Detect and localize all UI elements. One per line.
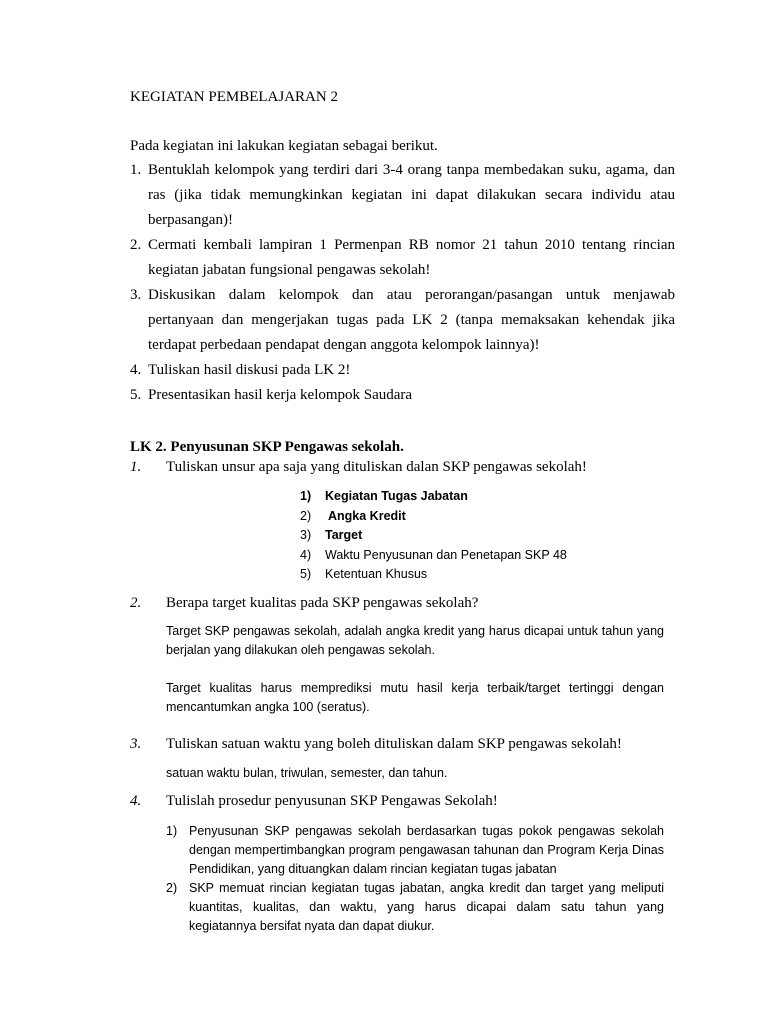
answer-4-list	[166, 822, 664, 936]
document-page: KEGIATAN PEMBELAJARAN 2 Pada kegiatan ini lakukan kegiatan sebagai berikut. 1. Bentuklah kelompok yang terdiri dari 3-4 orang tanpa membedakan suku, agama, dan ras (jika tidak memungkinkan kegiatan ini dapat dilakukan secara individu atau berpasangan)! 2. Cermati kembali lampiran 1 Permenpan RB nomor 21 tahun 2010 tentang rincian kegiatan jabatan fungsional pengawas sekolah! 3. Diskusikan dalam kelompok dan atau perorangan/pasangan untuk menjawab pertanyaan dan mengerjakan tugas pada LK 2 (tanpa memaksakan kehendak jika terdapat perbedaan pendapat dengan anggota kelompok lainnya)! 4. Tuliskan hasil diskusi pada LK 2! 5. Presentasikan hasil kerja kelompok Saudara LK 2. Penyusunan SKP Pengawas sekolah. 1. Tuliskan unsur apa saja yang dituliskan dalan SKP pengawas sekolah! 1) Kegiatan Tugas Jabatan 2) Angka Kredit 3) Target 4) Waktu Penyusunan dan Penetapan SKP 48 5) Ketentuan Khusus 2. Berapa target kualitas pada SKP pengawas sekolah? Target SKP pengawas sekolah, adalah angka kredit yang harus dicapai untuk tahun yang berjalan yang dilakukan oleh pengawas sekolah. Target kualitas harus memprediksi mutu hasil kerja terbaik/target tertinggi dengan mencantumkan angka 100 (seratus). 3. Tuliskan satuan waktu yang boleh dituliskan dalam SKP pengawas sekolah! satuan waktu bulan, triwulan, semester, dan tahun. 4. Tulislah prosedur penyusunan SKP Pengawas Sekolah! 1) Penyusunan SKP pengawas sekolah berdasarkan tugas pokok pengawas sekolah dengan mempertimbangkan program pengawasan tahunan dan Program Kerja Dinas Pendidikan, yang dituangkan dalam rincian kegiatan tugas jabatan 2) SKP memuat rincian kegiatan tugas jabatan, angka kredit dan target yang meliputi kuantitas, kualitas, dan waktu, yang harus dicapai dalam satu tahun yang kegiatannya bersifat nyata dan dapat diukur.	[0, 0, 768, 1024]
list-item: 5) Ketentuan Khusus	[300, 567, 428, 581]
answer-2-paragraph-1: Target SKP pengawas sekolah, adalah angka kredit yang harus dicapai untuk tahun yang berjalan yang dilakukan oleh pengawas sekolah.	[166, 624, 664, 657]
list-item: 1) Kegiatan Tugas Jabatan	[300, 489, 468, 503]
list-item: 3) Target	[300, 528, 363, 542]
step-item: 1. Bentuklah kelompok yang terdiri dari 3-4 orang tanpa membedakan suku, agama, dan ras (jika tidak memungkinkan kegiatan ini dapat dilakukan secara individu atau berpasangan)!	[130, 162, 675, 228]
list-item: 2) Angka Kredit	[300, 508, 406, 523]
lk-title: LK 2. Penyusunan SKP Pengawas sekolah.	[130, 439, 404, 455]
step-item: 5. Presentasikan hasil kerja kelompok Saudara	[130, 387, 413, 403]
step-item: 2. Cermati kembali lampiran 1 Permenpan RB nomor 21 tahun 2010 tentang rincian kegiatan jabatan fungsional pengawas sekolah!	[130, 237, 675, 278]
step-item: 4. Tuliskan hasil diskusi pada LK 2!	[130, 362, 351, 378]
activity-steps	[130, 158, 675, 408]
answer-1-list	[300, 487, 567, 585]
answer-2-paragraph-2: Target kualitas harus memprediksi mutu hasil kerja terbaik/target tertinggi dengan mencantumkan angka 100 (seratus).	[166, 681, 664, 714]
intro-text: Pada kegiatan ini lakukan kegiatan sebagai berikut.	[130, 138, 438, 154]
list-item: 2) SKP memuat rincian kegiatan tugas jabatan, angka kredit dan target yang meliputi kuantitas, kualitas, dan waktu, yang harus dicapai dalam satu tahun yang kegiatannya bersifat nyata dan dapat diukur.	[166, 881, 664, 933]
answer-3: satuan waktu bulan, triwulan, semester, dan tahun.	[166, 766, 448, 780]
list-item: 4) Waktu Penyusunan dan Penetapan SKP 48	[300, 547, 567, 562]
page-title: KEGIATAN PEMBELAJARAN 2	[130, 89, 338, 105]
list-item: 1) Penyusunan SKP pengawas sekolah berdasarkan tugas pokok pengawas sekolah dengan mempertimbangkan program pengawasan tahunan dan Program Kerja Dinas Pendidikan, yang dituangkan dalam rincian kegiatan tugas jabatan	[166, 824, 664, 876]
step-item: 3. Diskusikan dalam kelompok dan atau perorangan/pasangan untuk menjawab pertanyaan dan mengerjakan tugas pada LK 2 (tanpa memaksakan kehendak jika terdapat perbedaan pendapat dengan anggota kelompok lainnya)!	[130, 287, 675, 353]
